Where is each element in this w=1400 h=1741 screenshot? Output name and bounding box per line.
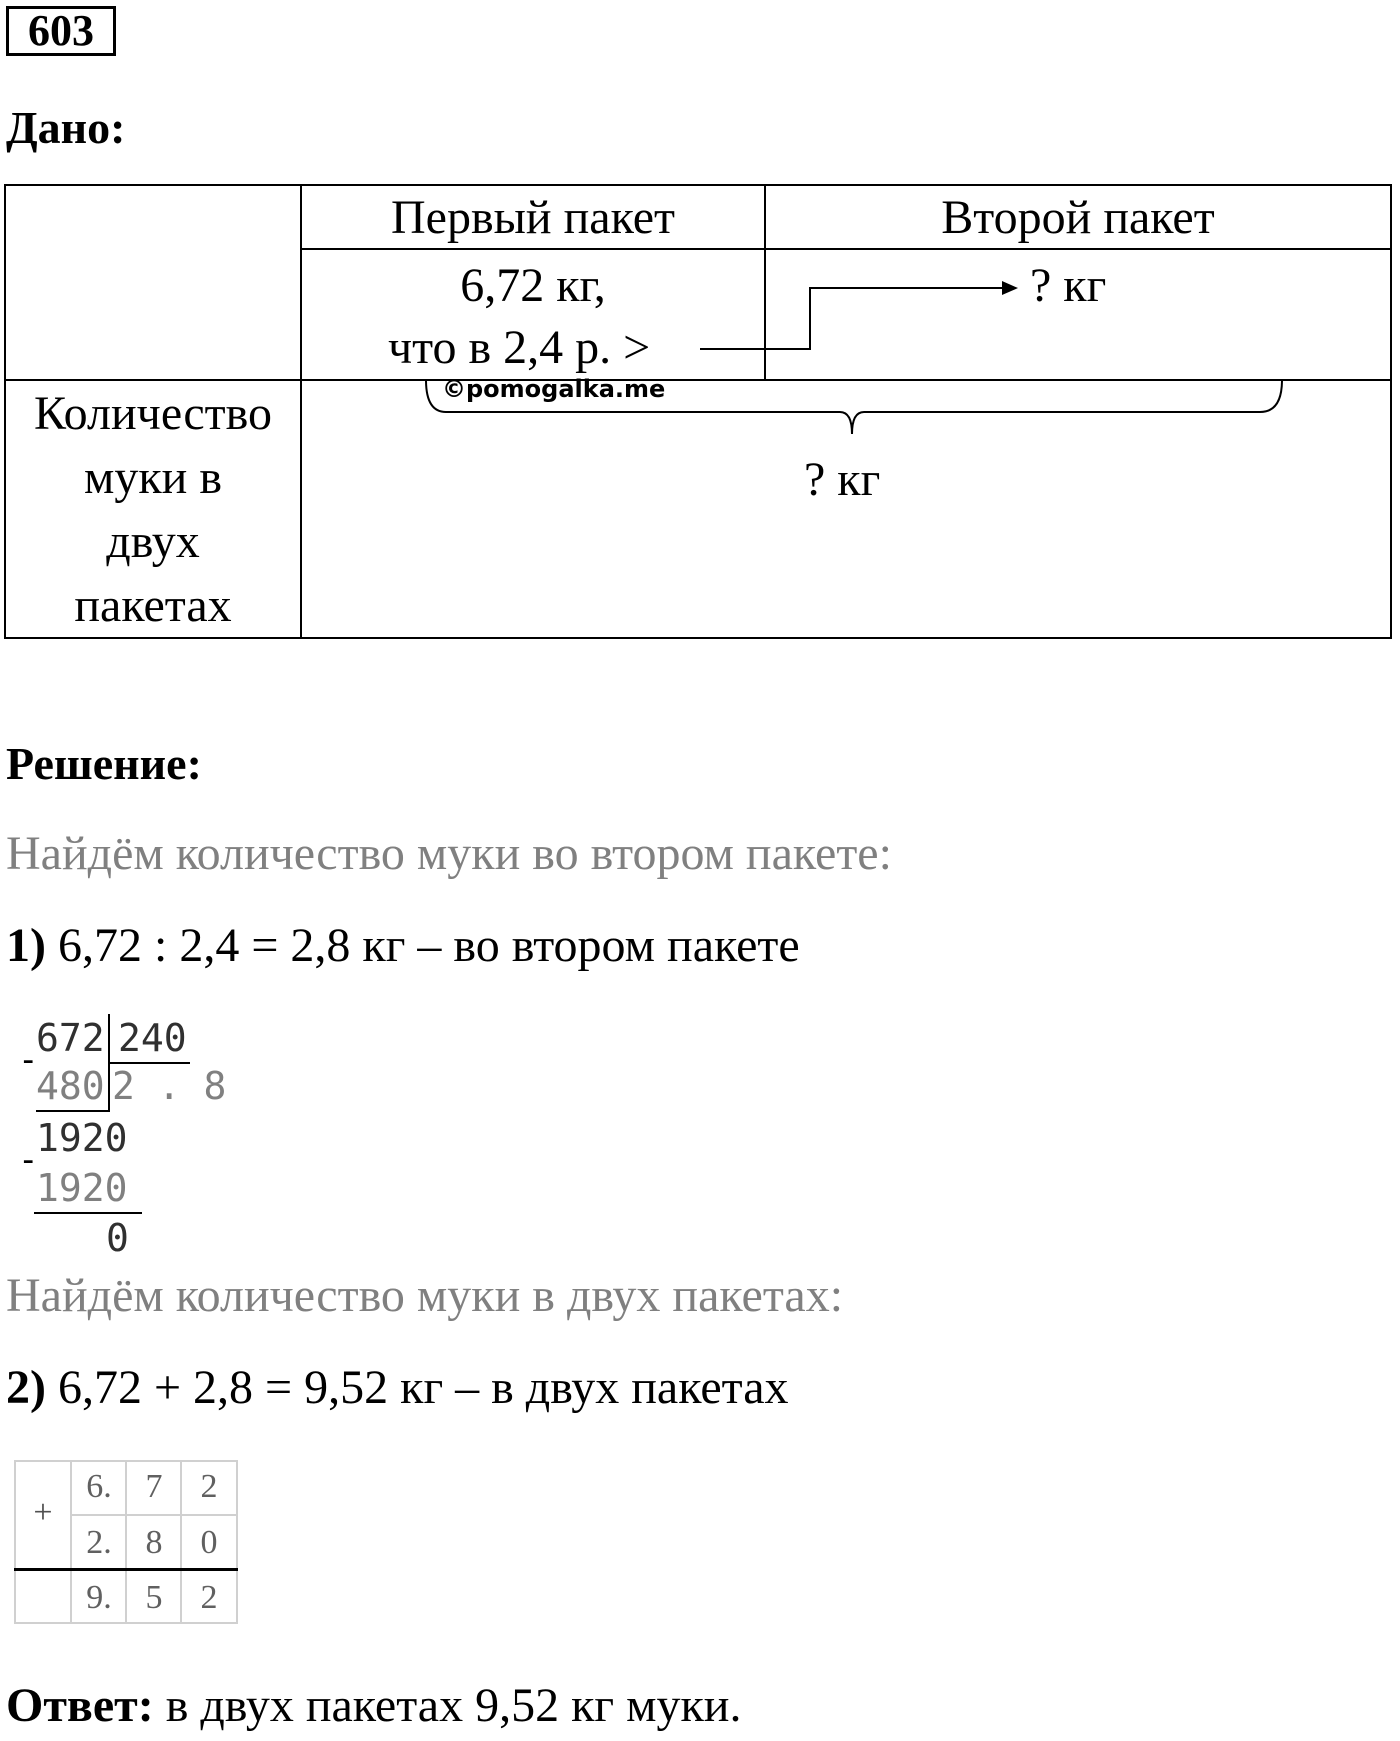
second-package-value: ? кг: [1030, 259, 1107, 312]
sum-digit: 2: [200, 1579, 218, 1616]
second-subtrahend: 1920: [36, 1166, 128, 1210]
minus-sign: -: [18, 1140, 39, 1180]
step2-number: 2): [6, 1361, 46, 1414]
step2-hint: Найдём количество муки в двух пакетах:: [6, 1269, 844, 1322]
total-brace: [420, 374, 1300, 454]
dividend: 672: [36, 1016, 105, 1060]
step2-equation: 6,72 + 2,8 = 9,52 кг – в двух пакетах: [57, 1361, 789, 1414]
given-heading: Дано:: [6, 102, 126, 153]
row-label-line: Количество: [34, 387, 272, 440]
remainder: 1920: [36, 1116, 128, 1160]
row-label: [6, 382, 300, 638]
addend-digit: 2: [200, 1468, 218, 1505]
addend-digit: 8: [145, 1524, 163, 1561]
answer-line: [6, 1676, 742, 1736]
step1-equation: 6,72 : 2,4 = 2,8 кг – во втором пакете: [57, 919, 800, 972]
watermark: ©pomogalka.me: [442, 375, 666, 403]
sum-digit: 5: [145, 1579, 163, 1616]
solution-heading: Решение:: [6, 738, 202, 789]
row-label-line: двух: [106, 515, 200, 568]
first-subtrahend: 480: [36, 1064, 105, 1108]
column-addition: [14, 1460, 238, 1624]
step1-line: [6, 916, 800, 976]
total-value: ? кг: [804, 453, 881, 506]
sum-digit: 9.: [86, 1579, 112, 1616]
first-package-header: Первый пакет: [391, 191, 675, 244]
addend-digit: 7: [145, 1468, 163, 1505]
plus-sign: +: [33, 1494, 53, 1531]
addend-digit: 2.: [86, 1524, 112, 1561]
first-package-value: 6,72 кг,: [460, 259, 606, 312]
minus-sign: -: [18, 1040, 39, 1080]
addend-digit: 6.: [86, 1468, 112, 1505]
second-package-header: Второй пакет: [941, 191, 1215, 244]
step2-line: [6, 1358, 789, 1418]
step1-hint: Найдём количество муки во втором пакете:: [6, 827, 892, 880]
row-label-line: муки в: [83, 451, 223, 504]
row-label-line: пакетах: [74, 579, 232, 632]
problem-number: 603: [6, 6, 116, 56]
quotient: 2 . 8: [112, 1064, 227, 1108]
addend-digit: 0: [200, 1524, 218, 1561]
relation-arrow: [690, 270, 1040, 360]
answer-label: Ответ:: [6, 1679, 154, 1732]
answer-text: в двух пакетах 9,52 кг муки.: [165, 1679, 742, 1732]
first-package-comparison: что в 2,4 р. >: [388, 321, 651, 374]
step1-number: 1): [6, 919, 46, 972]
divisor: 240: [118, 1016, 187, 1060]
division-result: 0: [106, 1216, 129, 1260]
